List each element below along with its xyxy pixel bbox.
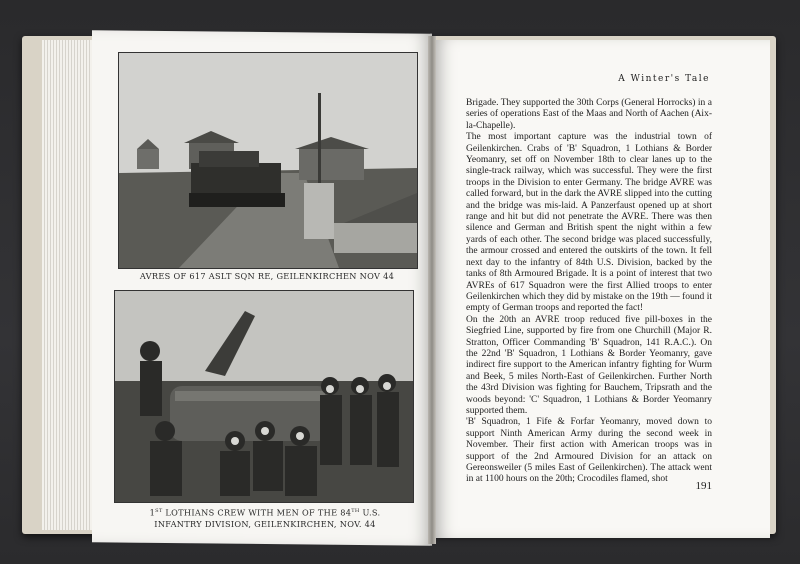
body-text	[466, 98, 712, 486]
paragraph: Brigade. They supported the 30th Corps (General Horrocks) in a series of operations East of the Maas and North of Aachen (Aix-la-Chapelle).	[466, 98, 712, 131]
paragraph: 'B' Squadron, 1 Fife & Forfar Yeomanry, moved down to support Ninth American Army during the second week in November. Their first action with American troops was in support of the 2nd Armoured Division for an attack on Gereonsweiler (5 miles East of Geilenkirchen). The attack went in at 1100 hours on the 20th; Crocodiles flamed, shot	[466, 417, 712, 485]
caption-line1-post: U.S.	[359, 507, 381, 518]
caption-line1-sup2: TH	[351, 508, 360, 514]
caption-line2: INFANTRY DIVISION, GEILENKIRCHEN, NOV. 44	[154, 518, 376, 529]
paragraph: The most important capture was the industrial town of Geilenkirchen. Crabs of 'B' Squadron, 1 Lothians & Border Yeomanry, set off on November 18th to clear lanes up to the single-track railway, which was successful. They were the first troops in the Division to enter Germany. The bridge AVRE was called forward, but in the dark the AVRE slipped into the cutting and the bridge was mis-laid. A Panzerfaust opened up at short range and hit but did not penetrate the AVRE. There was then silence and German and British spent the night within a few yards of each other. The second bridge was placed successfully, the armour crossed and entered the outskirts of the town. It fell next day to the infantry of 84th U.S. Division, backed by the tanks of 8th Armoured Brigade. It is a point of interest that two AVREs of 617 Squadron were the first Allied troops to enter Geilenkirchen which they did by mistake on the 19th — found it empty of German troops and reported the fact!	[466, 132, 712, 314]
page-number: 191	[695, 480, 712, 492]
photo-lothians-crew-image	[115, 291, 413, 502]
photo-bottom-caption	[100, 506, 430, 530]
photo-lothians-crew	[114, 290, 414, 503]
caption-line1-mid: LOTHIANS CREW WITH MEN OF THE 84	[162, 507, 352, 518]
photo-avres-tank-image	[119, 53, 417, 268]
caption-line1-pre: 1	[149, 507, 156, 518]
photo-top-caption: AVRES OF 617 ASLT SQN RE, GEILENKIRCHEN NOV 44	[139, 271, 395, 281]
running-head: A Winter's Tale	[618, 74, 710, 84]
photo-avres-tank	[118, 52, 418, 269]
caption-line1-sup: ST	[155, 508, 163, 514]
paragraph: On the 20th an AVRE troop reduced five pill-boxes in the Siegfried Line, supported by fire from one Churchill (Major R. Stratton, Officer Commanding 'B' Squadron, 141 R.A.C.). On the 22nd 'B' Squadron, 1 Lothians & Border Yeomanry, gave indirect fire support to the American infantry fighting for Wurm and Beek, 5 miles North-East of Geilenkirchen. Further North the 43rd Division was fighting for Bauchem, Tripsrath and the woods beyond: 'C' Squadron, 1 Lothians & Border Yeomanry supported them.	[466, 314, 712, 416]
book-gutter	[428, 36, 436, 544]
